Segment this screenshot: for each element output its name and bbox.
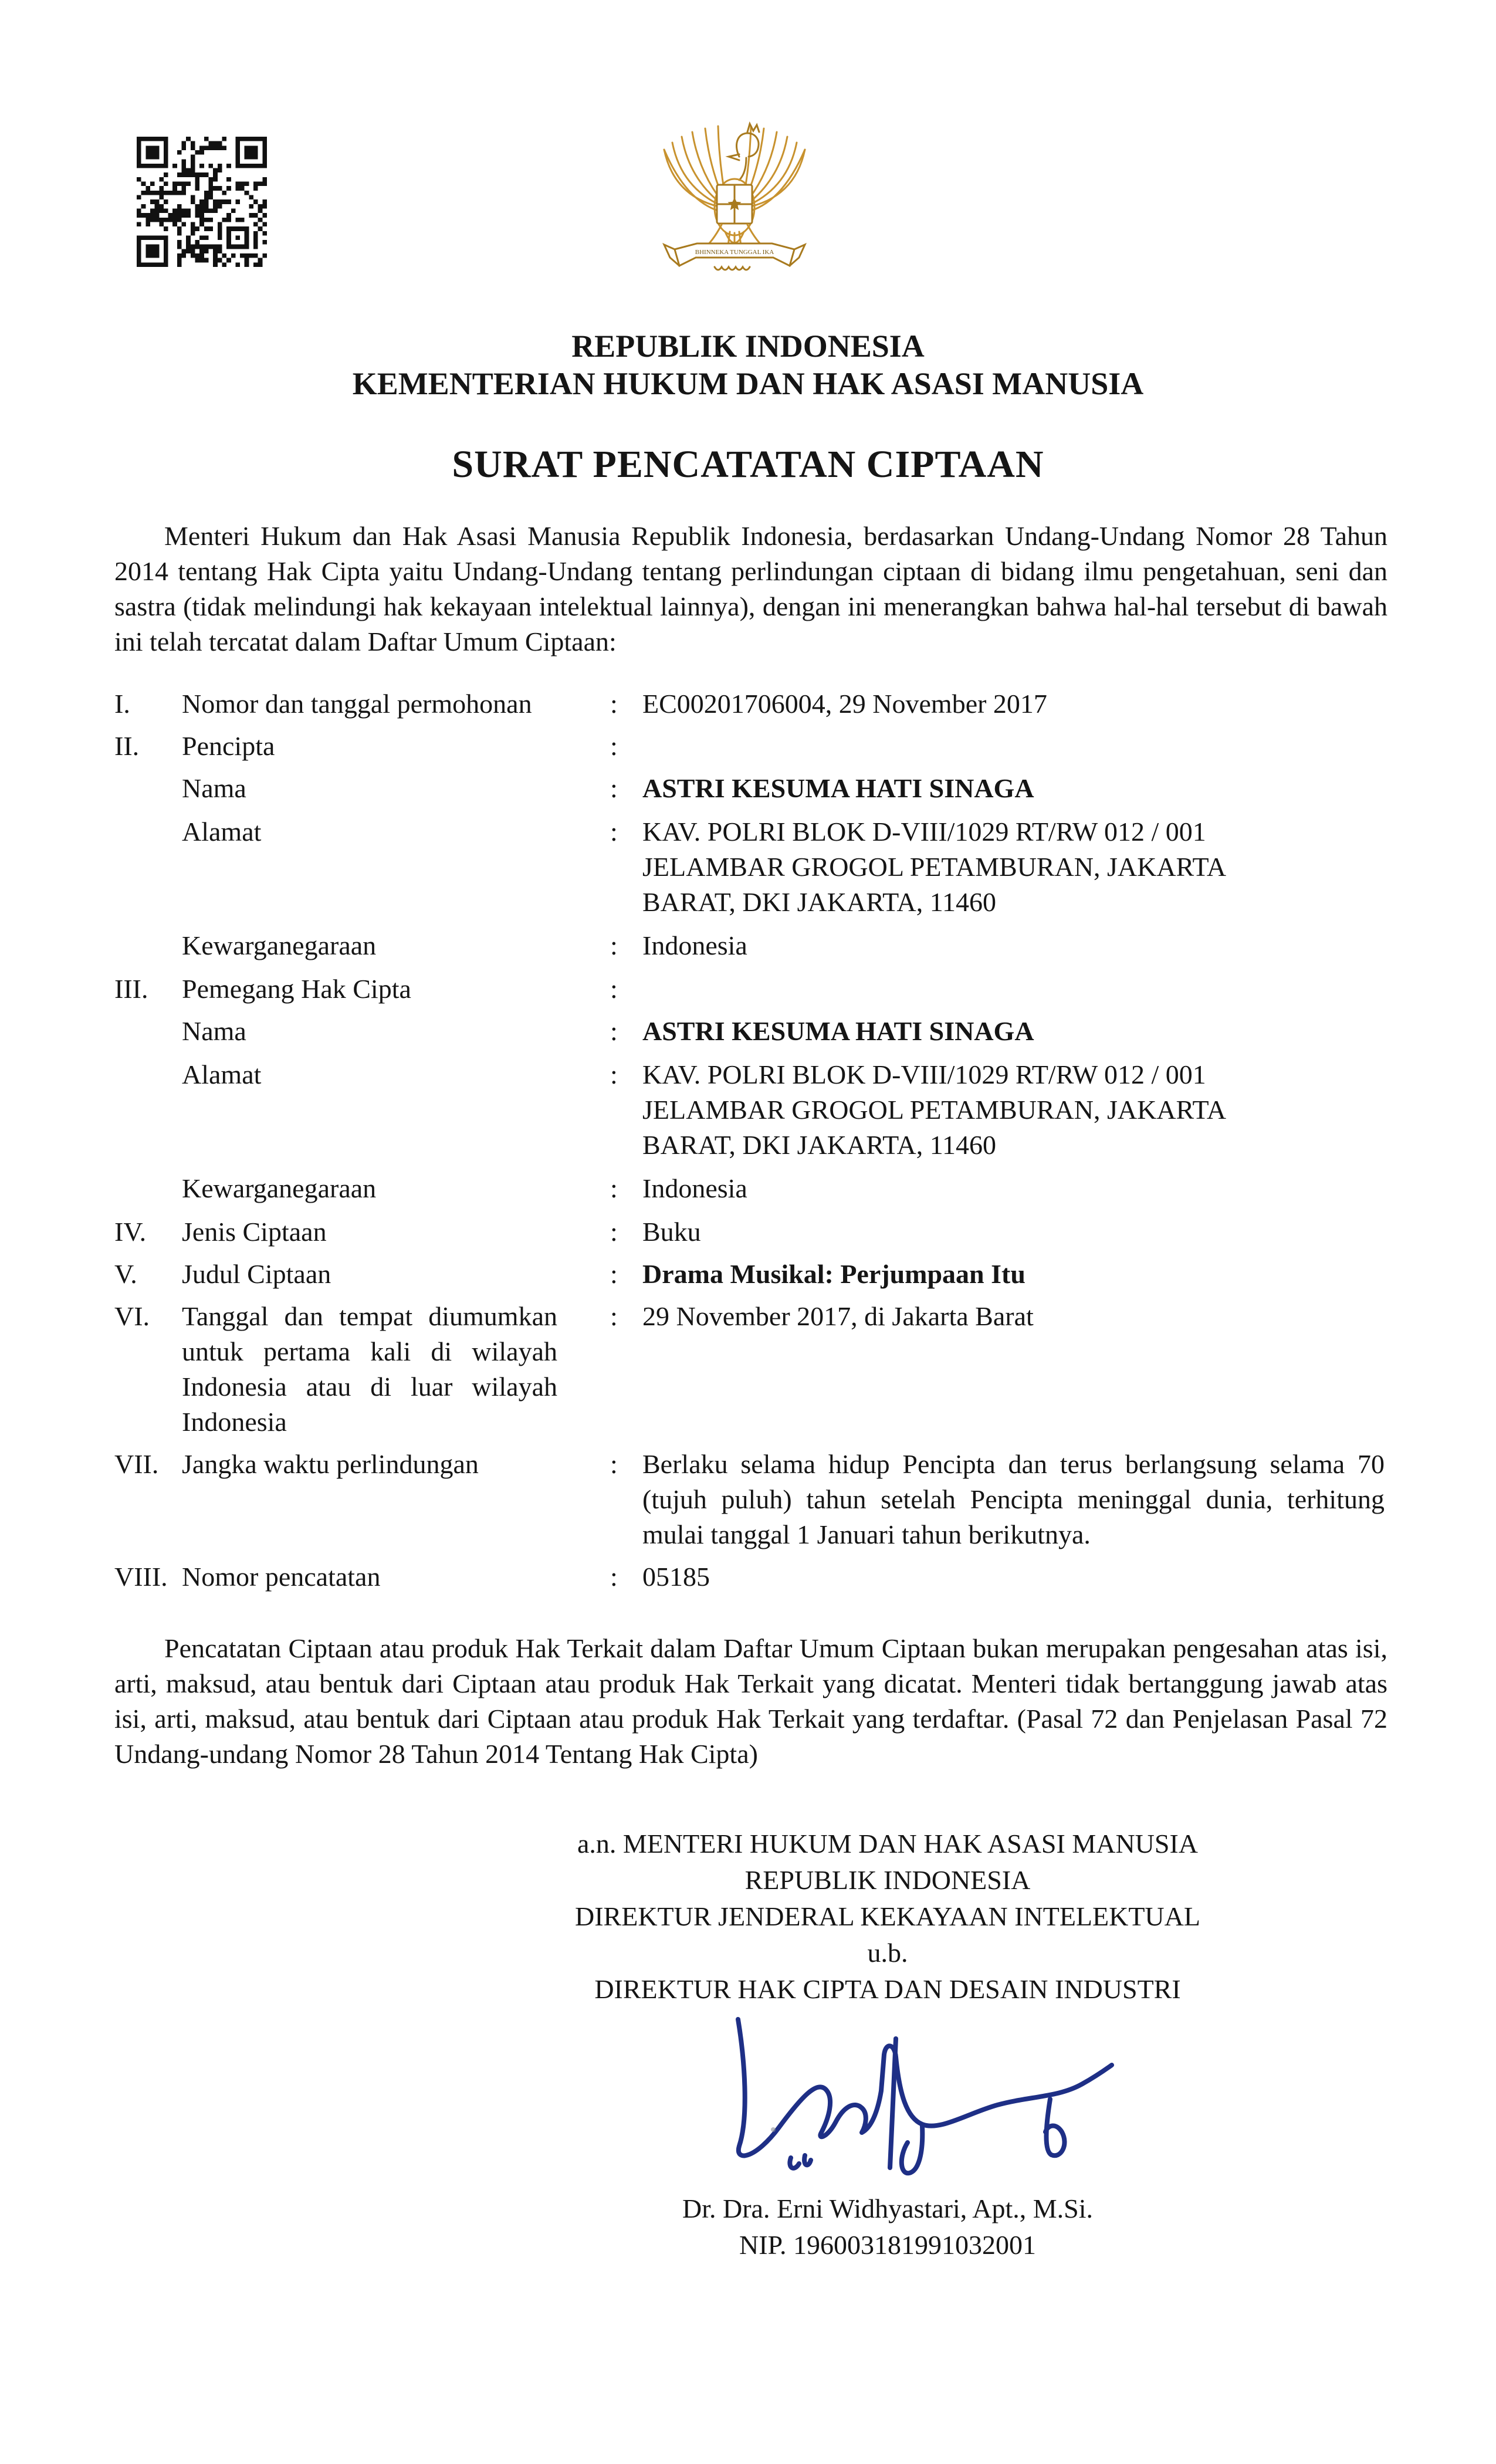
record-label: Jenis Ciptaan xyxy=(182,1217,327,1247)
record-colon: : xyxy=(610,1449,618,1479)
record-numeral: III. xyxy=(114,974,148,1004)
signatory-name: Dr. Dra. Erni Widhyastari, Apt., M.Si. xyxy=(682,2194,1094,2223)
emblem-banner-text: BHINNEKA TUNGGAL IKA xyxy=(695,249,774,256)
record-row xyxy=(114,972,1387,1007)
record-label: Judul Ciptaan xyxy=(182,1259,331,1289)
intro-paragraph: Menteri Hukum dan Hak Asasi Manusia Republik Indonesia, berdasarkan Undang-Undang Nomor 28 Tahun 2014 tentang Hak Cipta yaitu Undang-Undang tentang perlindungan ciptaan di bidang ilmu pengetahuan, seni dan sastra (tidak melindungi hak kekayaan intelektual lainnya), dengan ini menerangkan bahwa hal-hal tersebut di bawah ini telah tercatat dalam Daftar Umum Ciptaan: xyxy=(114,521,1387,656)
record-colon: : xyxy=(610,930,618,960)
record-colon: : xyxy=(610,1060,618,1089)
record-colon: : xyxy=(610,817,618,847)
record-label: Kewarganegaraan xyxy=(182,1173,377,1203)
record-row xyxy=(114,1057,1387,1163)
letterhead-ministry: KEMENTERIAN HUKUM DAN HAK ASASI MANUSIA xyxy=(352,366,1144,401)
disclaimer-paragraph: Pencatatan Ciptaan atau produk Hak Terkait dalam Daftar Umum Ciptaan bukan merupakan pengesahan atas isi, arti, maksud, atau bentuk dari Ciptaan atau produk Hak Terkait yang dicatat. Menteri tidak bertanggung jawab atas isi, arti, maksud, atau bentuk dari Ciptaan atau produk Hak Terkait yang terdaftar. (Pasal 72 dan Penjelasan Pasal 72 Undang-undang Nomor 28 Tahun 2014 Tentang Hak Cipta) xyxy=(114,1633,1387,1769)
sign-directorate: DIREKTUR HAK CIPTA DAN DESAIN INDUSTRI xyxy=(594,1974,1181,2004)
record-row xyxy=(114,1299,1387,1440)
signature-ink-icon xyxy=(722,2012,1220,2188)
record-row xyxy=(114,1559,1387,1595)
record-colon: : xyxy=(610,731,618,761)
record-colon: : xyxy=(610,1562,618,1592)
record-numeral: VI. xyxy=(114,1301,150,1331)
record-row xyxy=(114,814,1387,920)
record-value: 29 November 2017, di Jakarta Barat xyxy=(642,1301,1034,1331)
record-numeral: I. xyxy=(114,689,130,719)
record-colon: : xyxy=(610,1016,618,1046)
record-row xyxy=(114,1214,1387,1250)
document-title: SURAT PENCATATAN CIPTAAN xyxy=(452,443,1044,486)
record-label: Kewarganegaraan xyxy=(182,930,377,960)
record-row xyxy=(114,686,1387,722)
record-row xyxy=(114,729,1387,764)
record-label: Alamat xyxy=(182,817,262,847)
record-label: Nama xyxy=(182,773,246,803)
record-label: Nomor dan tanggal permohonan xyxy=(182,689,532,719)
record-value: Drama Musikal: Perjumpaan Itu xyxy=(642,1259,1025,1289)
signatory-nip: NIP. 196003181991032001 xyxy=(739,2230,1037,2260)
record-value: Berlaku selama hidup Pencipta dan terus berlangsung selama 70 (tujuh puluh) tahun setelah Pencipta meninggal dunia, terhitung mulai tanggal 1 Januari tahun berikutnya. xyxy=(642,1449,1385,1549)
record-numeral: VIII. xyxy=(114,1562,168,1592)
record-value: KAV. POLRI BLOK D-VIII/1029 RT/RW 012 / 001 JELAMBAR GROGOL PETAMBURAN, JAKARTA BARAT, DKI JAKARTA, 11460 xyxy=(642,817,1225,917)
record-numeral: V. xyxy=(114,1259,137,1289)
record-label: Alamat xyxy=(182,1060,262,1089)
record-colon: : xyxy=(610,1173,618,1203)
record-value: Buku xyxy=(642,1217,701,1247)
record-numeral: VII. xyxy=(114,1449,159,1479)
record-colon: : xyxy=(610,974,618,1004)
record-row xyxy=(114,1447,1387,1552)
record-list xyxy=(114,686,1387,1595)
record-row xyxy=(114,1014,1387,1049)
record-label: Nomor pencatatan xyxy=(182,1562,381,1592)
record-row xyxy=(114,1171,1387,1206)
sign-country: REPUBLIK INDONESIA xyxy=(744,1865,1031,1895)
qr-code xyxy=(137,137,267,267)
record-value: ASTRI KESUMA HATI SINAGA xyxy=(642,1016,1034,1046)
record-value: Indonesia xyxy=(642,930,747,960)
record-row xyxy=(114,771,1387,806)
record-value: EC00201706004, 29 November 2017 xyxy=(642,689,1047,719)
sign-on-behalf: a.n. MENTERI HUKUM DAN HAK ASASI MANUSIA xyxy=(577,1829,1198,1859)
record-value: KAV. POLRI BLOK D-VIII/1029 RT/RW 012 / 001 JELAMBAR GROGOL PETAMBURAN, JAKARTA BARAT, DKI JAKARTA, 11460 xyxy=(642,1060,1225,1160)
record-label: Jangka waktu perlindungan xyxy=(182,1449,479,1479)
sign-ub: u.b. xyxy=(867,1938,908,1968)
record-row xyxy=(114,1257,1387,1292)
record-label: Pemegang Hak Cipta xyxy=(182,974,411,1004)
record-colon: : xyxy=(610,1301,618,1331)
garuda-pancasila-emblem xyxy=(658,119,811,279)
record-numeral: IV. xyxy=(114,1217,147,1247)
garuda-pancasila-icon xyxy=(658,119,811,279)
record-row xyxy=(114,928,1387,963)
record-colon: : xyxy=(610,1259,618,1289)
record-numeral: II. xyxy=(114,731,140,761)
handwritten-signature xyxy=(524,2012,1251,2188)
record-label: Nama xyxy=(182,1016,246,1046)
record-value: Indonesia xyxy=(642,1173,747,1203)
record-value: ASTRI KESUMA HATI SINAGA xyxy=(642,773,1034,803)
record-value: 05185 xyxy=(642,1562,710,1592)
signature-block xyxy=(524,1826,1251,2263)
letterhead-country: REPUBLIK INDONESIA xyxy=(571,329,925,364)
record-colon: : xyxy=(610,689,618,719)
record-colon: : xyxy=(610,773,618,803)
record-colon: : xyxy=(610,1217,618,1247)
record-label: Pencipta xyxy=(182,731,275,761)
record-label: Tanggal dan tempat diumumkan untuk pertama kali di wilayah Indonesia atau di luar wilayah Indonesia xyxy=(182,1301,557,1437)
sign-directorate-general: DIREKTUR JENDERAL KEKAYAAN INTELEKTUAL xyxy=(575,1901,1200,1931)
